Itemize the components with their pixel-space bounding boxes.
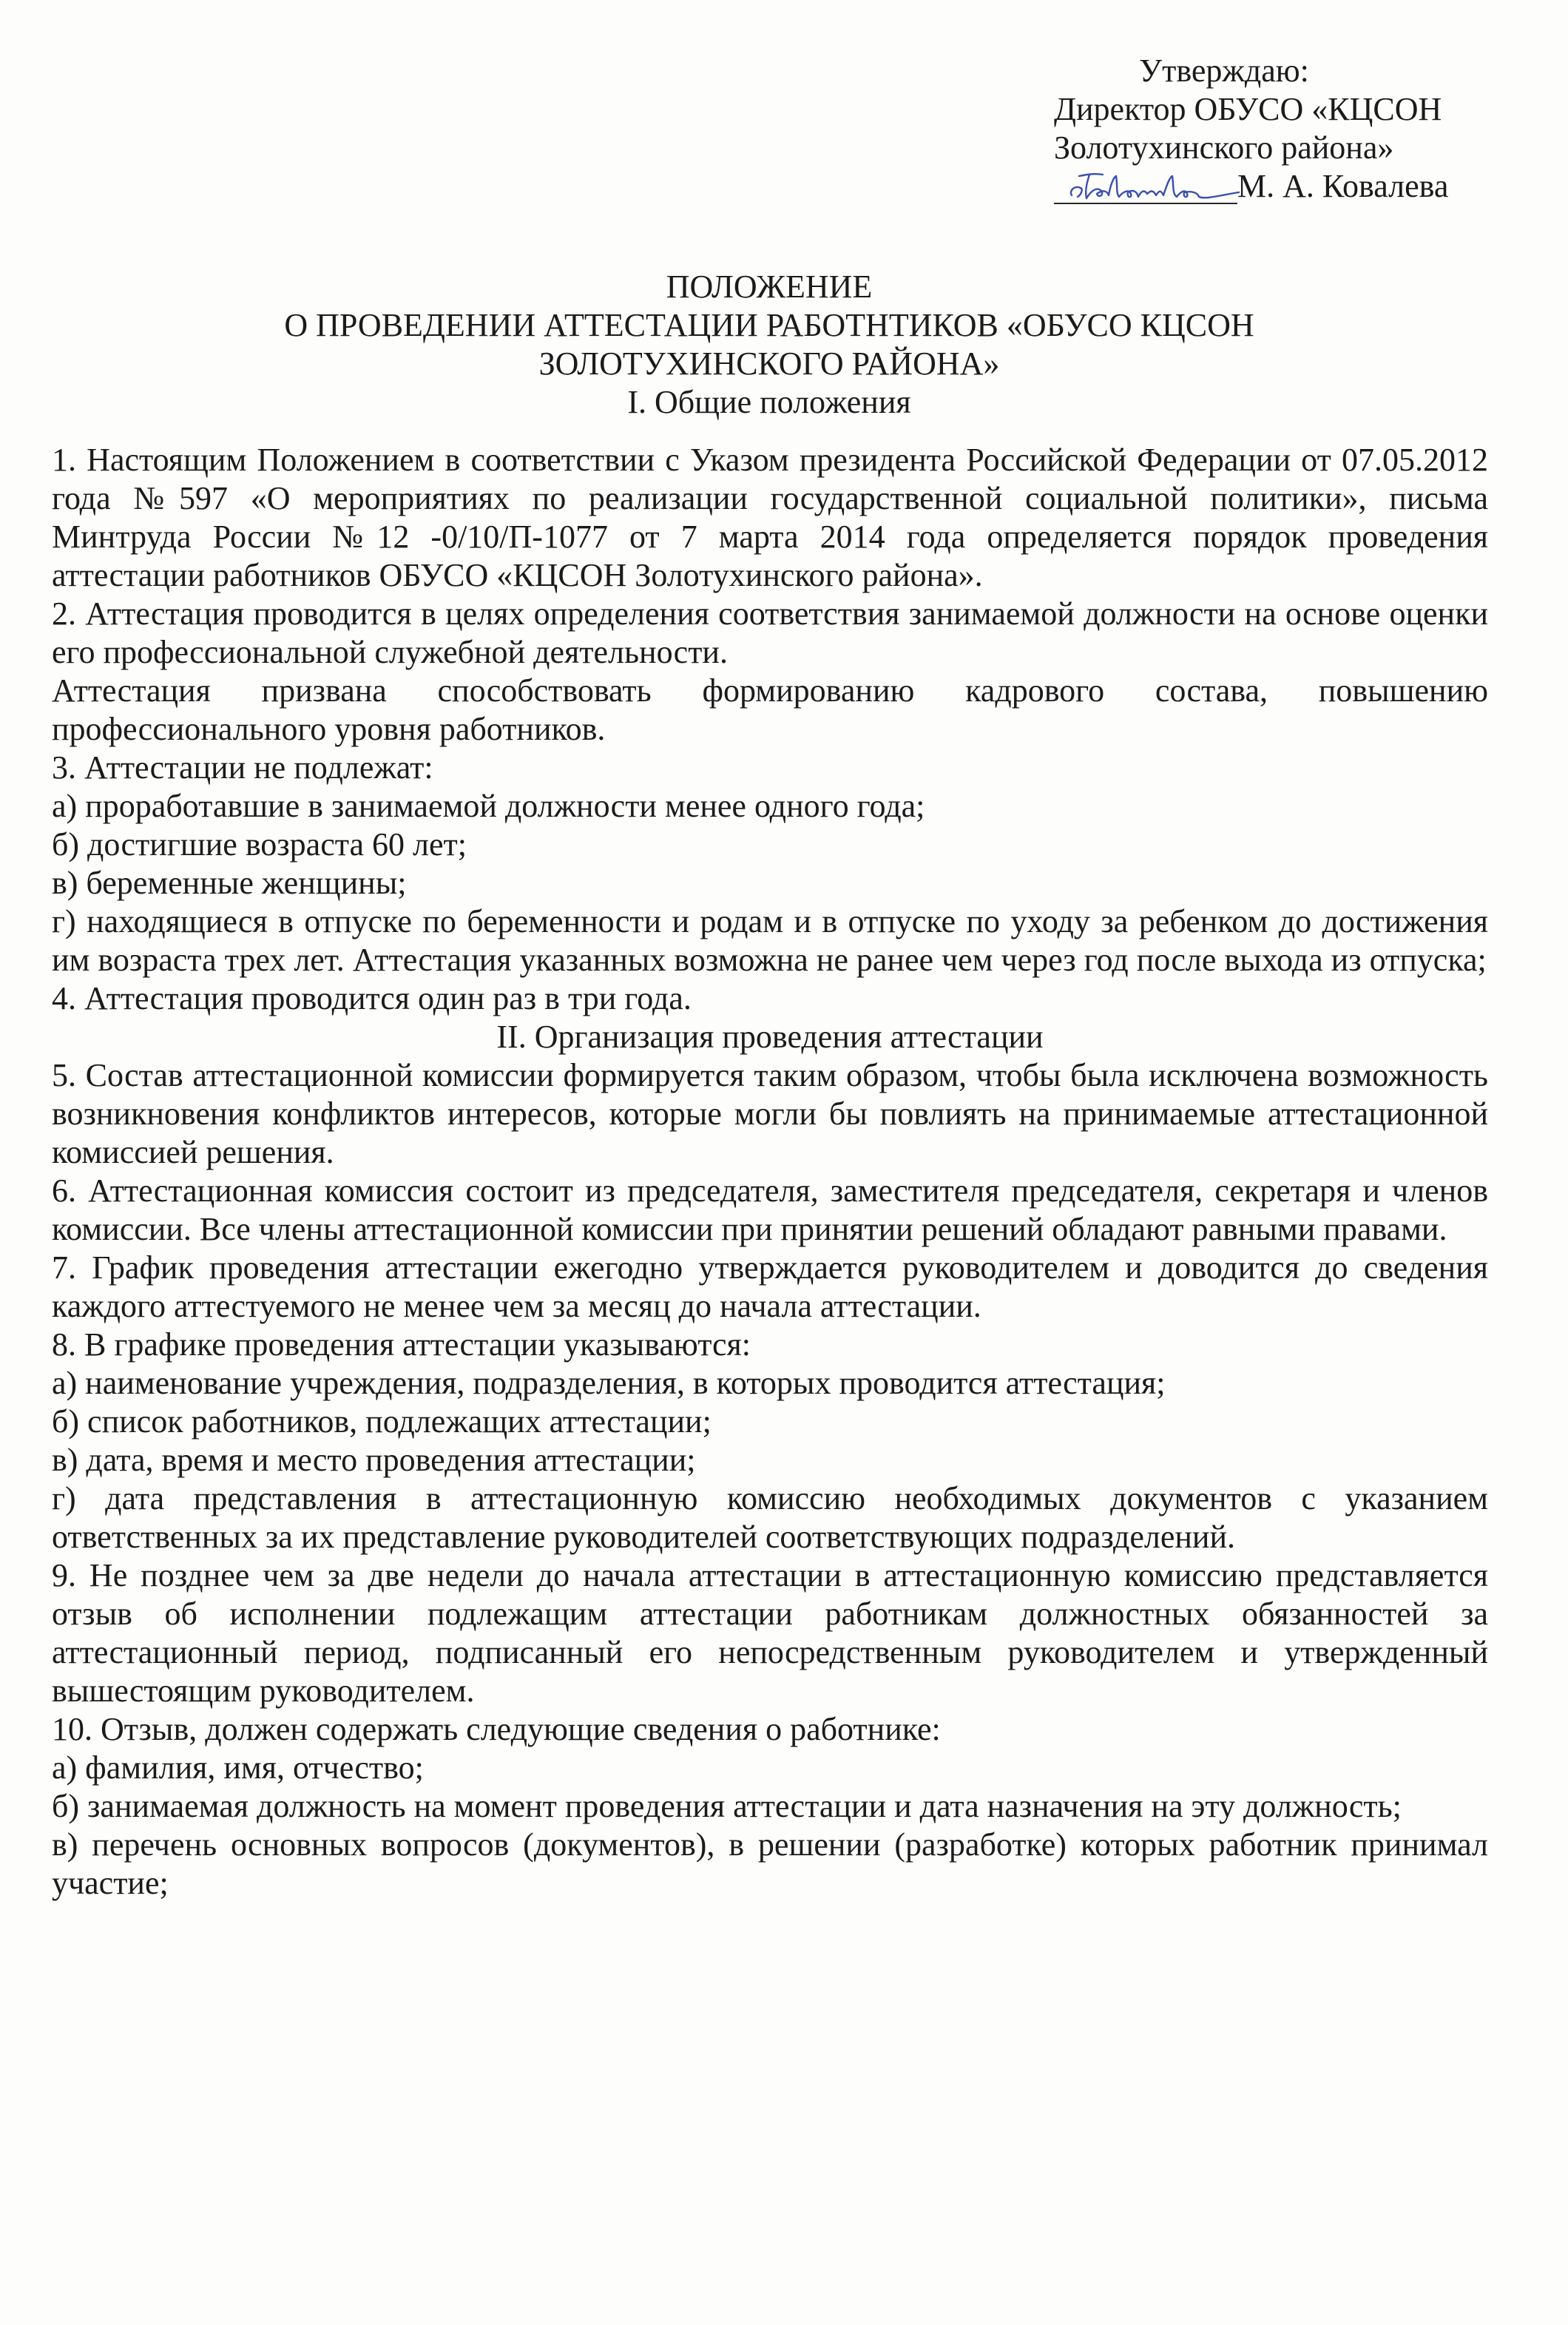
clause-3-item-g: г) находящиеся в отпуске по беременности и родам и в отпуске по уходу за ребенком до достижения им возраста трех лет. Аттестация указанных возможна не ранее чем через год после выхода из отпуска; <box>52 903 1488 978</box>
signature-line <box>1054 167 1237 206</box>
clause-8-item-g: г) дата представления в аттестационную комиссию необходимых документов с указанием ответственных за их представление руководителей соответствующих подразделений. <box>52 1480 1488 1555</box>
clause-10: 10. Отзыв, должен содержать следующие сведения о работнике: <box>52 1711 941 1747</box>
handwritten-signature-icon <box>1064 169 1242 204</box>
clause-3: 3. Аттестации не подлежат: <box>52 749 433 786</box>
section-1-heading: I. Общие положения <box>627 384 911 420</box>
approval-organization: Золотухинского района» <box>1054 129 1394 166</box>
approval-block <box>1054 52 1448 206</box>
section-2-heading: II. Организация проведения аттестации <box>496 1019 1044 1055</box>
title-line-1: ПОЛОЖЕНИЕ <box>666 269 873 305</box>
document-body <box>52 441 1488 1903</box>
clause-1: 1. Настоящим Положением в соответствии с Указом президента Российской Федерации от 07.05.2012 года №597 «О мероприятиях по реализации государственной социальной политики», письма Минтруда России №12 -0/10/П-1077 от 7 марта 2014 года определяется порядок проведения аттестации работников ОБУСО «КЦСОН Золотухинского района». <box>52 442 1488 593</box>
clause-10-item-v: в) перечень основных вопросов (документов), в решении (разработке) которых работник принимал участие; <box>52 1826 1488 1901</box>
clause-8-item-v: в) дата, время и место проведения аттестации; <box>52 1442 696 1478</box>
document-title <box>52 268 1487 422</box>
clause-3-item-a: а) проработавшие в занимаемой должности менее одного года; <box>52 788 925 824</box>
clause-3-item-v: в) беременные женщины; <box>52 865 407 901</box>
clause-5: 5. Состав аттестационной комиссии формируется таким образом, чтобы была исключена возможность возникновения конфликтов интересов, которые могли бы повлиять на принимаемые аттестационной комиссией решения. <box>52 1057 1488 1170</box>
clause-8: 8. В графике проведения аттестации указываются: <box>52 1326 751 1363</box>
clause-10-item-b: б) занимаемая должность на момент проведения аттестации и дата назначения на эту должность; <box>52 1788 1402 1824</box>
approval-heading: Утверждаю: <box>1139 53 1309 89</box>
clause-9: 9. Не позднее чем за две недели до начала аттестации в аттестационную комиссию представляется отзыв об исполнении подлежащим аттестации работникам должностных обязанностей за аттестационный период, подписанный его непосредственным руководителем и утвержденный вышестоящим руководителем. <box>52 1557 1488 1709</box>
clause-4: 4. Аттестация проводится один раз в три года. <box>52 980 692 1016</box>
clause-10-item-a: а) фамилия, имя, отчество; <box>52 1749 424 1786</box>
approval-position: Директор ОБУСО «КЦСОН <box>1054 91 1442 127</box>
clause-8-item-b: б) список работников, подлежащих аттестации; <box>52 1403 712 1440</box>
clause-6: 6. Аттестационная комиссия состоит из председателя, заместителя председателя, секретаря и членов комиссии. Все члены аттестационной комиссии при принятии решений обладают равными правами. <box>52 1172 1488 1247</box>
clause-7: 7. График проведения аттестации ежегодно утверждается руководителем и доводится до сведения каждого аттестуемого не менее чем за месяц до начала аттестации. <box>52 1249 1488 1324</box>
title-line-3: ЗОЛОТУХИНСКОГО РАЙОНА» <box>538 345 1000 382</box>
clause-2: 2. Аттестация проводится в целях определения соответствия занимаемой должности на основе оценки его профессиональной служебной деятельности. <box>52 595 1488 670</box>
clause-3-item-b: б) достигшие возраста 60 лет; <box>52 826 467 863</box>
clause-8-item-a: а) наименование учреждения, подразделения, в которых проводится аттестация; <box>52 1365 1166 1401</box>
clause-2-purpose: Аттестация призвана способствовать формированию кадрового состава, повышению профессионального уровня работников. <box>52 672 1488 747</box>
signature-row <box>1054 167 1448 206</box>
title-line-2: О ПРОВЕДЕНИИ АТТЕСТАЦИИ РАБОТНТИКОВ «ОБУСО КЦСОН <box>284 307 1254 343</box>
signatory-name: М. А. Ковалева <box>1237 168 1449 204</box>
